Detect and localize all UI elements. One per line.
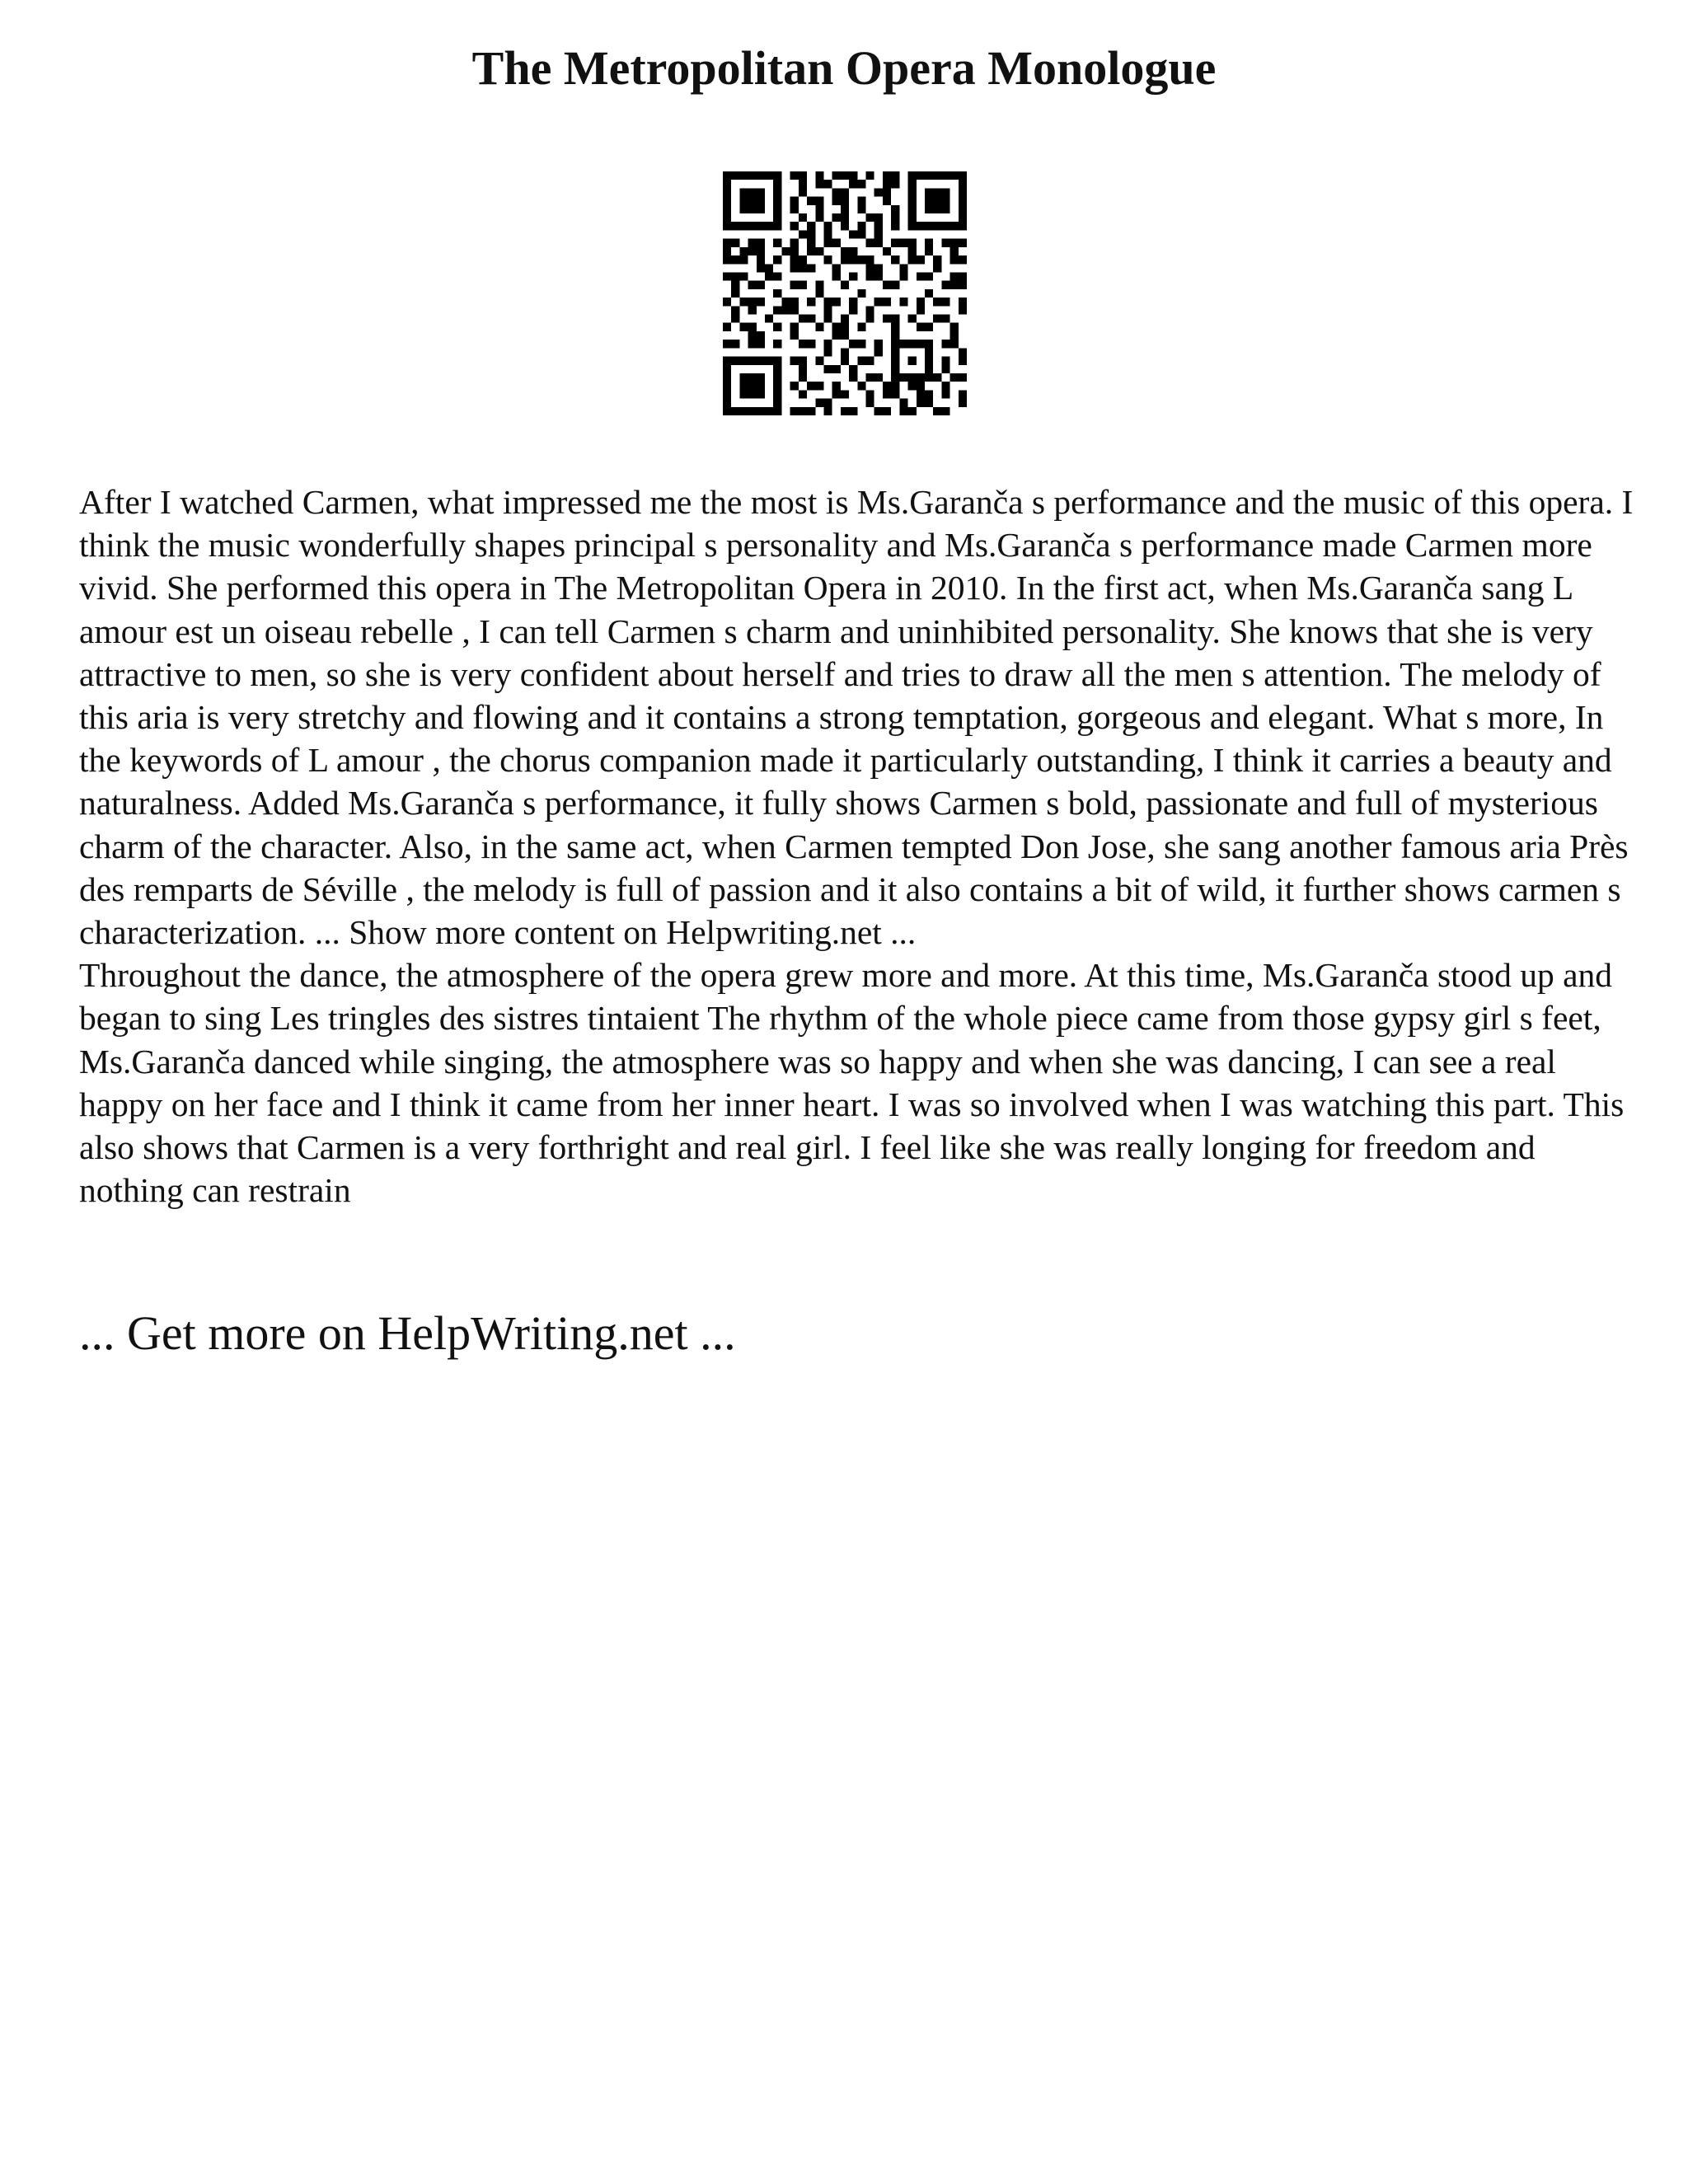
qr-code-icon[interactable] xyxy=(723,171,967,415)
page-title: The Metropolitan Opera Monologue xyxy=(471,41,1217,95)
paragraph-2: Throughout the dance, the atmosphere of the opera grew more and more. At this time, Ms.Garanča stood up and began to sing Les tringles des sistres tintaient The rhythm of the whole piece came from those gypsy girl s feet, Ms.Garanča danced while singing, the atmosphere was so happy and when she was dancing, I can see a real happy on her face and I think it came from her inner heart. I was so involved when I was watching this part. This also shows that Carmen is a very forthright and real girl. I feel like she was really longing for freedom and nothing can restrain xyxy=(79,956,1625,1210)
paragraph-1: After I watched Carmen, what impressed me the most is Ms.Garanča s performance and the music of this opera. I think the music wonderfully shapes principal s personality and Ms.Garanča s performance made Carmen more vivid. She performed this opera in The Metropolitan Opera in 2010. In the first act, when Ms.Garanča sang L amour est un oiseau rebelle , I can tell Carmen s charm and uninhibited personality. She knows that she is very attractive to men, so she is very confident about herself and tries to draw all the men s attention. The melody of this aria is very stretchy and flowing and it contains a strong temptation, gorgeous and elegant. What s more, In the keywords of L amour , the chorus companion made it particularly outstanding, I think it carries a beauty and naturalness. Added Ms.Garanča s performance, it fully shows Carmen s bold, passionate and full of mysterious charm of the character. Also, in the same act, when Carmen tempted Don Jose, she sang another famous aria Près des remparts de Séville , the melody is full of passion and it also contains a bit of wild, it further shows carmen s characterization. ... Show more content on Helpwriting.net ... xyxy=(79,483,1634,952)
article-body xyxy=(79,480,1645,1212)
get-more-link[interactable]: ... Get more on HelpWriting.net ... xyxy=(79,1306,736,1360)
